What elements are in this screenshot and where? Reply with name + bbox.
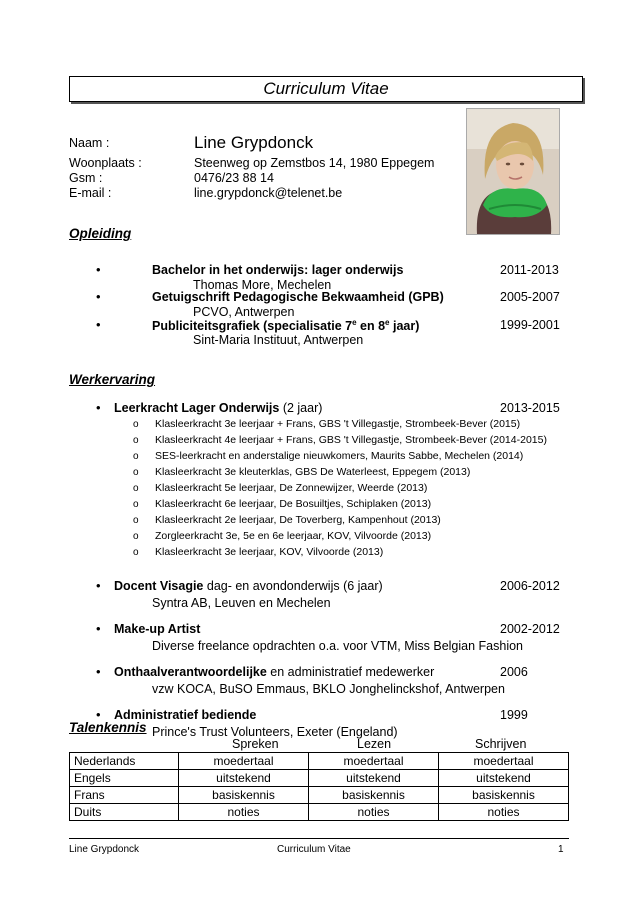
sub-item: Klasleerkracht 5e leerjaar, De Zonnewijzer, Weerde (2013) — [155, 482, 428, 494]
table-cell: noties — [309, 804, 439, 821]
phone-value: 0476/23 88 14 — [194, 171, 274, 185]
sub-item: SES-leerkracht en anderstalige nieuwkomers, Maurits Sabbe, Mechelen (2014) — [155, 450, 524, 462]
education-period: 1999-2001 — [500, 318, 560, 332]
job-detail: Prince's Trust Volunteers, Exeter (Engeland) — [152, 725, 398, 739]
table-cell: moedertaal — [309, 753, 439, 770]
table-row — [70, 804, 569, 821]
sub-item: Klasleerkracht 3e kleuterklas, GBS De Waterleest, Eppegem (2013) — [155, 466, 471, 478]
sub-item: Zorgleerkracht 3e, 5e en 6e leerjaar, KOV, Vilvoorde (2013) — [155, 530, 432, 542]
table-cell: uitstekend — [309, 770, 439, 787]
sub-bullet: o — [133, 451, 139, 462]
job-title — [114, 622, 200, 636]
column-header-lezen: Lezen — [357, 737, 392, 751]
table-cell: uitstekend — [439, 770, 569, 787]
name-value: Line Grypdonck — [194, 133, 314, 152]
table-cell: basiskennis — [439, 787, 569, 804]
sub-item: Klasleerkracht 4e leerjaar + Frans, GBS 't Villegastje, Strombeek-Bever (2014-2015) — [155, 434, 547, 446]
table-row — [70, 753, 569, 770]
education-school: Sint-Maria Instituut, Antwerpen — [193, 333, 364, 347]
job-title-main: Leerkracht Lager Onderwijs — [114, 401, 280, 415]
sub-bullet: o — [133, 435, 139, 446]
job-title-note: (2 jaar) — [279, 401, 323, 415]
title-box — [69, 76, 583, 102]
job-title-main: Docent Visagie — [114, 579, 204, 593]
superscript: e — [352, 318, 357, 327]
sub-bullet: o — [133, 531, 139, 542]
footer-divider — [69, 838, 569, 839]
email-label: E-mail : — [69, 186, 112, 200]
job-title — [114, 665, 434, 679]
place-label: Woonplaats : — [69, 156, 142, 170]
job-title-main: Onthaalverantwoordelijke — [114, 665, 267, 679]
sub-item: Klasleerkracht 3e leerjaar + Frans, GBS 't Villegastje, Strombeek-Bever (2015) — [155, 418, 521, 430]
job-title — [114, 579, 383, 593]
column-header-schrijven: Schrijven — [475, 737, 527, 751]
bullet: • — [96, 262, 101, 277]
education-school: Thomas More, Mechelen — [193, 278, 332, 292]
job-period: 1999 — [500, 708, 528, 722]
table-cell-language: Frans — [70, 787, 179, 804]
bullet: • — [96, 289, 101, 304]
bullet: • — [96, 621, 101, 636]
job-title-main: Make-up Artist — [114, 622, 201, 636]
sub-item: Klasleerkracht 2e leerjaar, De Toverberg, Kampenhout (2013) — [155, 514, 441, 526]
page-number: 1 — [558, 844, 564, 855]
profile-photo — [466, 108, 560, 235]
table-cell: moedertaal — [439, 753, 569, 770]
table-cell: moedertaal — [179, 753, 309, 770]
table-row — [70, 787, 569, 804]
education-period: 2005-2007 — [500, 290, 560, 304]
job-period: 2006 — [500, 665, 528, 679]
bullet: • — [96, 578, 101, 593]
languages-heading: Talenkennis — [69, 720, 147, 735]
bullet: • — [96, 317, 101, 332]
languages-table — [69, 752, 569, 821]
job-period: 2013-2015 — [500, 401, 560, 415]
education-heading: Opleiding — [69, 226, 132, 241]
table-cell: noties — [179, 804, 309, 821]
page-title: Curriculum Vitae — [263, 79, 389, 98]
portrait-image — [467, 109, 559, 234]
superscript: e — [385, 318, 390, 327]
table-row — [70, 770, 569, 787]
bullet: • — [96, 400, 101, 415]
phone-label: Gsm : — [69, 171, 103, 185]
email-value: line.grypdonck@telenet.be — [194, 186, 343, 200]
education-title: Getuigschrift Pedagogische Bekwaamheid (GPB) — [152, 290, 444, 304]
job-detail: Syntra AB, Leuven en Mechelen — [152, 596, 331, 610]
work-heading: Werkervaring — [69, 372, 156, 387]
education-title-part: en 8 — [356, 319, 386, 334]
education-title: Bachelor in het onderwijs: lager onderwijs — [152, 263, 404, 277]
job-period: 2002-2012 — [500, 622, 560, 636]
sub-bullet: o — [133, 419, 139, 430]
footer-title: Curriculum Vitae — [277, 844, 351, 855]
bullet: • — [96, 664, 101, 679]
sub-item: Klasleerkracht 3e leerjaar, KOV, Vilvoorde (2013) — [155, 546, 384, 558]
education-title — [152, 318, 419, 333]
sub-bullet: o — [133, 483, 139, 494]
place-value: Steenweg op Zemstbos 14, 1980 Eppegem — [194, 156, 435, 170]
footer-author: Line Grypdonck — [69, 844, 140, 855]
table-cell: basiskennis — [179, 787, 309, 804]
job-detail: vzw KOCA, BuSO Emmaus, BKLO Jonghelinckshof, Antwerpen — [152, 682, 505, 696]
education-title-part: jaar) — [389, 319, 420, 334]
table-cell-language: Nederlands — [70, 753, 179, 770]
sub-bullet: o — [133, 547, 139, 558]
table-cell: uitstekend — [179, 770, 309, 787]
job-title-main: Administratief bediende — [114, 708, 257, 722]
column-header-spreken: Spreken — [232, 737, 279, 751]
sub-bullet: o — [133, 499, 139, 510]
sub-bullet: o — [133, 467, 139, 478]
education-title-part: Publiciteitsgrafiek (specialisatie 7 — [152, 319, 353, 334]
name-label: Naam : — [69, 136, 110, 150]
sub-bullet: o — [133, 515, 139, 526]
job-title — [114, 401, 322, 415]
table-cell-language: Engels — [70, 770, 179, 787]
table-cell: noties — [439, 804, 569, 821]
education-period: 2011-2013 — [500, 263, 559, 277]
education-school: PCVO, Antwerpen — [193, 305, 295, 319]
job-detail: Diverse freelance opdrachten o.a. voor VTM, Miss Belgian Fashion — [152, 639, 524, 653]
bullet: • — [96, 707, 101, 722]
job-title-note: en administratief medewerker — [266, 665, 435, 679]
sub-item: Klasleerkracht 6e leerjaar, De Bosuiltjes, Schiplaken (2013) — [155, 498, 432, 510]
table-cell-language: Duits — [70, 804, 179, 821]
job-period: 2006-2012 — [500, 579, 560, 593]
table-cell: basiskennis — [309, 787, 439, 804]
job-title-note: dag- en avondonderwijs (6 jaar) — [203, 579, 383, 593]
